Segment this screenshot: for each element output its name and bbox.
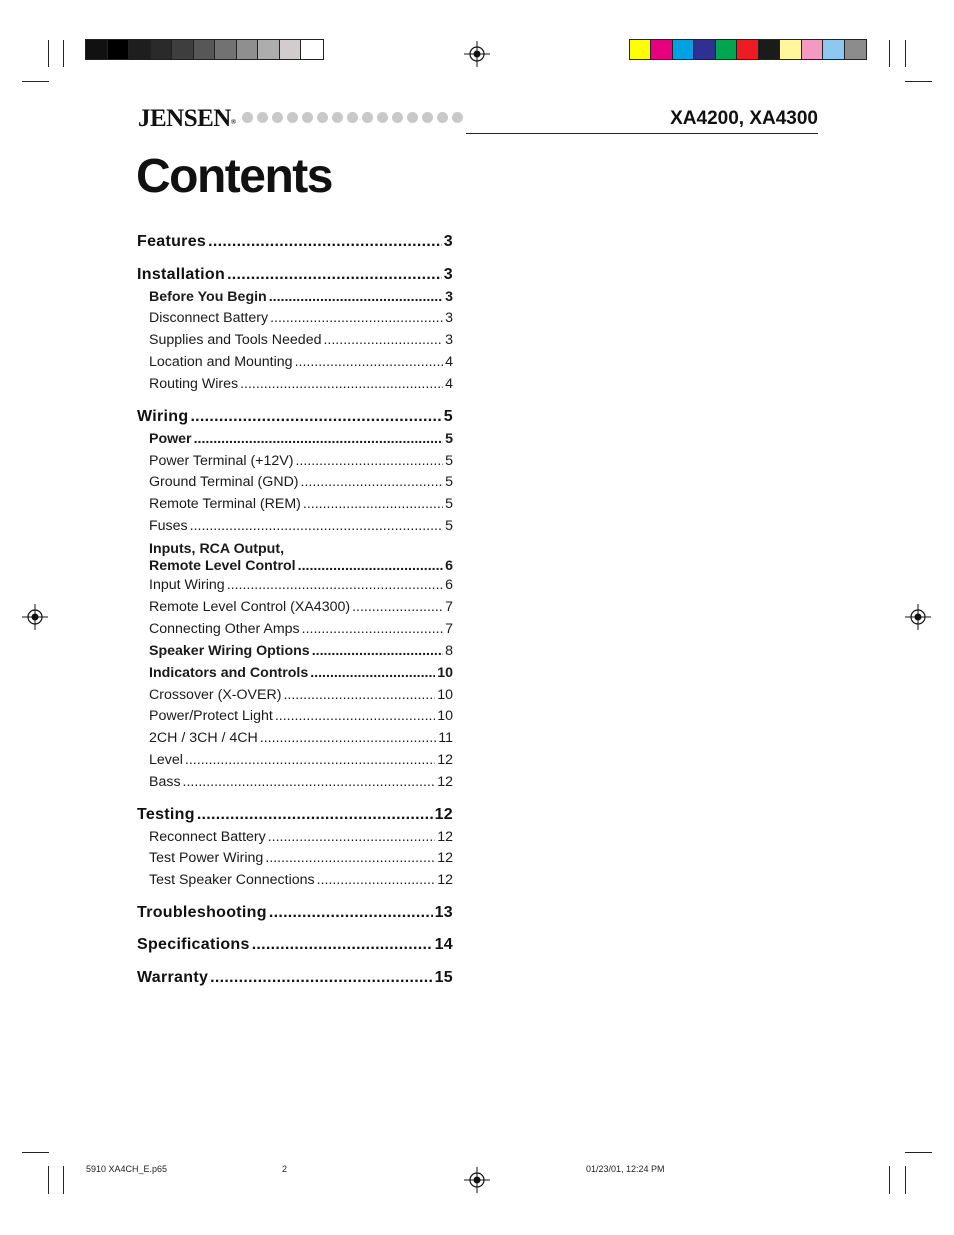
toc-section-specifications[interactable]: Specifications ..... 14 (137, 933, 453, 957)
color-swatch (237, 40, 259, 59)
crop-mark (22, 1152, 49, 1153)
crop-mark (905, 1166, 906, 1194)
color-swatch (108, 40, 130, 59)
toc-item[interactable]: Location and Mounting ..... 4 (137, 352, 453, 374)
toc-item[interactable]: Test Speaker Connections ..... 12 (137, 870, 453, 892)
toc-item[interactable]: Fuses ..... 5 (137, 516, 453, 538)
crop-mark (22, 81, 49, 82)
color-swatch (759, 40, 780, 59)
registration-mark-icon (464, 41, 490, 67)
color-swatch (172, 40, 194, 59)
toc-item[interactable]: Reconnect Battery ..... 12 (137, 827, 453, 849)
toc-section-testing[interactable]: Testing ..... 12 (137, 803, 453, 827)
toc-section-warranty[interactable]: Warranty ..... 15 (137, 966, 453, 990)
toc-item[interactable]: 2CH / 3CH / 4CH ..... 11 (137, 728, 453, 750)
registration-mark-icon (22, 604, 48, 630)
color-swatch (845, 40, 866, 59)
color-swatch (258, 40, 280, 59)
crop-mark (905, 1152, 932, 1153)
color-swatch (651, 40, 672, 59)
header-dot-rule (242, 112, 463, 123)
toc-item-inputs-rca[interactable]: Inputs, RCA Output, Remote Level Control ..... 6 (137, 538, 453, 575)
crop-mark (889, 40, 890, 67)
toc-item[interactable]: Routing Wires ..... 4 (137, 374, 453, 396)
grayscale-calibration-bar (85, 39, 324, 60)
table-of-contents (137, 230, 453, 990)
toc-item[interactable]: Bass ..... 12 (137, 772, 453, 794)
toc-item[interactable]: Test Power Wiring ..... 12 (137, 848, 453, 870)
color-swatch (673, 40, 694, 59)
color-swatch (694, 40, 715, 59)
toc-item[interactable]: Remote Level Control (XA4300) ..... 7 (137, 597, 453, 619)
crop-mark (48, 1166, 49, 1194)
color-swatch (737, 40, 758, 59)
brand-logo: JENSEN® (138, 105, 236, 132)
toc-section-features[interactable]: Features ..... 3 (137, 230, 453, 254)
color-swatch (129, 40, 151, 59)
color-swatch (151, 40, 173, 59)
color-swatch (780, 40, 801, 59)
crop-mark (63, 1166, 64, 1194)
toc-item[interactable]: Power/Protect Light ..... 10 (137, 706, 453, 728)
registration-mark-icon (905, 604, 931, 630)
footer-timestamp: 01/23/01, 12:24 PM (586, 1164, 665, 1174)
color-swatch (86, 40, 108, 59)
crop-mark (63, 40, 64, 67)
footer-filename: 5910 XA4CH_E.p65 (86, 1164, 168, 1174)
toc-item[interactable]: Disconnect Battery ..... 3 (137, 308, 453, 330)
toc-item[interactable]: Power Terminal (+12V) ..... 5 (137, 451, 453, 473)
page-title: Contents (136, 150, 332, 203)
color-swatch (823, 40, 844, 59)
registration-mark-icon (464, 1167, 490, 1193)
toc-item[interactable]: Input Wiring ..... 6 (137, 575, 453, 597)
color-swatch (194, 40, 216, 59)
color-swatch (215, 40, 237, 59)
footer-page-number: 2 (282, 1164, 288, 1174)
color-swatch (301, 40, 323, 59)
crop-mark (905, 40, 906, 67)
model-numbers: XA4200, XA4300 (466, 106, 818, 134)
toc-item[interactable]: Level ..... 12 (137, 750, 453, 772)
color-swatch (630, 40, 651, 59)
toc-section-wiring[interactable]: Wiring ..... 5 (137, 405, 453, 429)
toc-item[interactable]: Speaker Wiring Options ..... 8 (137, 641, 453, 663)
color-swatch (716, 40, 737, 59)
toc-item[interactable]: Remote Terminal (REM) ..... 5 (137, 494, 453, 516)
crop-mark (905, 81, 932, 82)
toc-item[interactable]: Connecting Other Amps ..... 7 (137, 619, 453, 641)
toc-item[interactable]: Crossover (X-OVER) ..... 10 (137, 685, 453, 707)
crop-mark (889, 1166, 890, 1194)
color-swatch (280, 40, 302, 59)
color-calibration-bar (629, 39, 867, 60)
toc-item[interactable]: Indicators and Controls ..... 10 (137, 663, 453, 685)
toc-item[interactable]: Supplies and Tools Needed ..... 3 (137, 330, 453, 352)
toc-section-installation[interactable]: Installation ..... 3 (137, 263, 453, 287)
toc-item[interactable]: Before You Begin ..... 3 (137, 287, 453, 309)
toc-section-troubleshooting[interactable]: Troubleshooting ..... 13 (137, 901, 453, 925)
color-swatch (802, 40, 823, 59)
crop-mark (48, 40, 49, 67)
toc-item[interactable]: Ground Terminal (GND) ..... 5 (137, 472, 453, 494)
toc-item[interactable]: Power ..... 5 (137, 429, 453, 451)
